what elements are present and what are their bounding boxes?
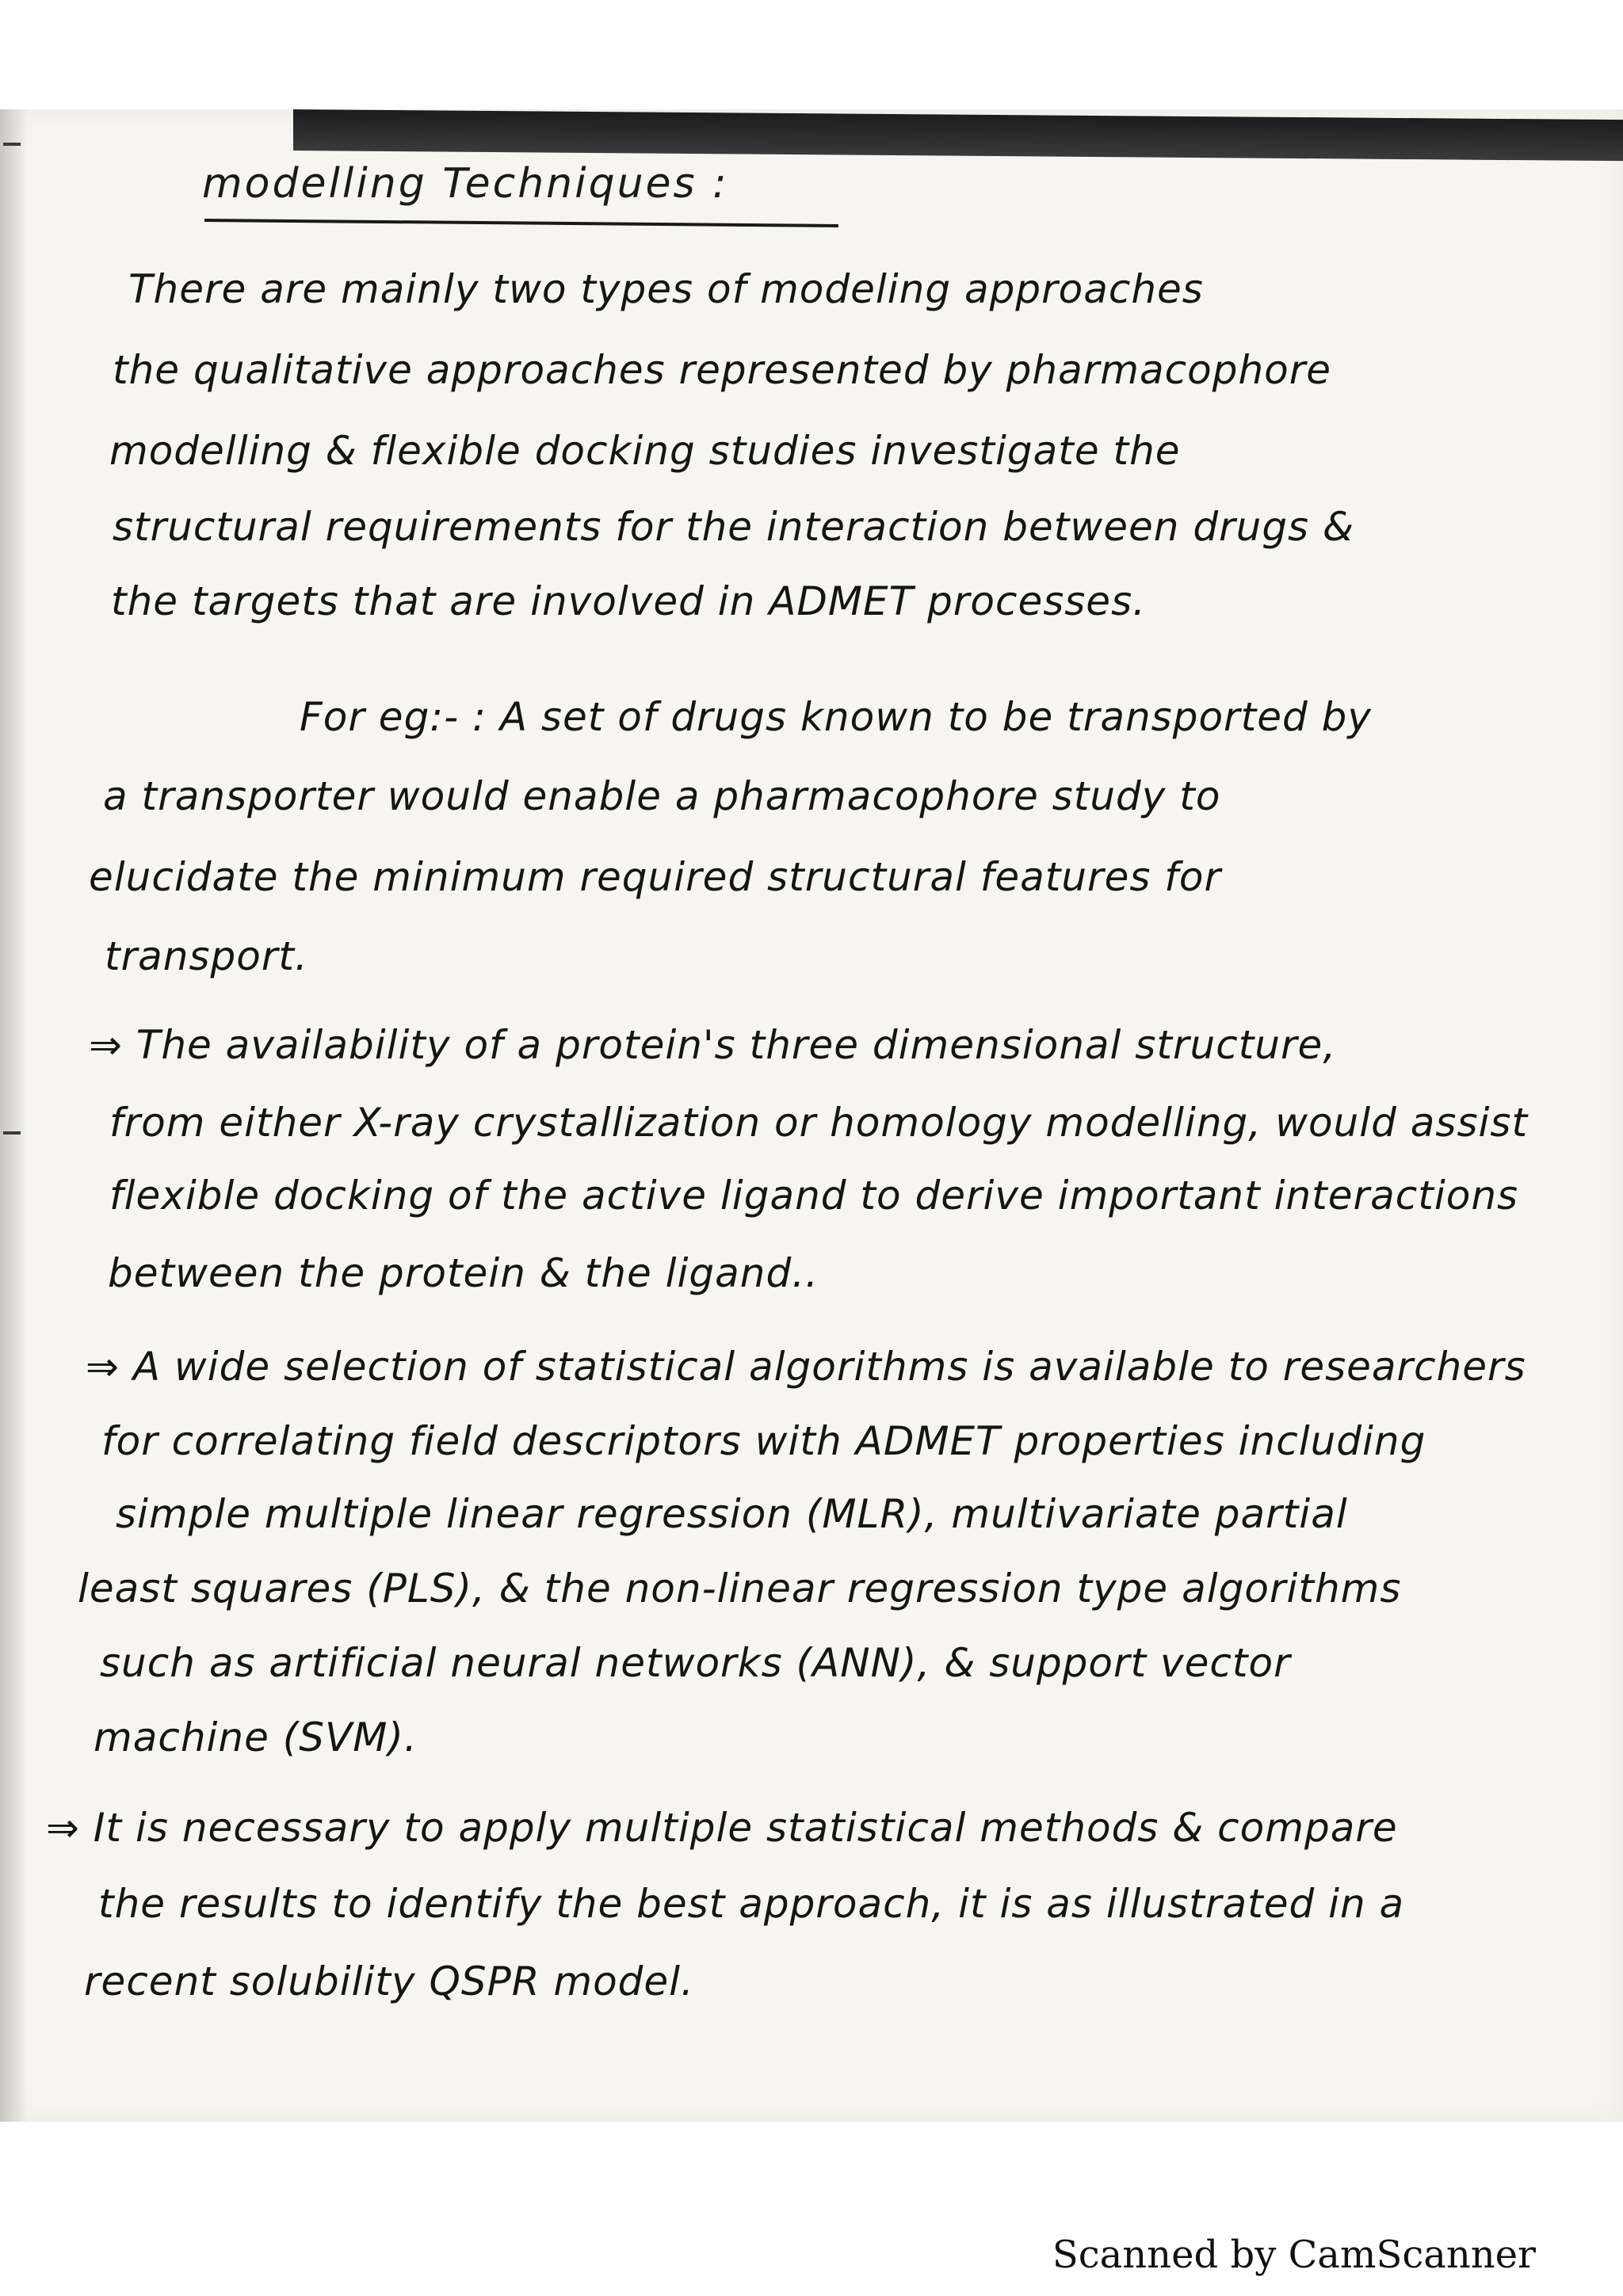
text-line: machine (SVM).: [94, 1714, 418, 1760]
binder-mark: [3, 1131, 21, 1135]
text-line: flexible docking of the active ligand to derive important interactions: [109, 1173, 1519, 1219]
text-line: between the protein & the ligand..: [108, 1250, 819, 1296]
text-line: ⇒ The availability of a protein's three dimensional structure,: [89, 1022, 1337, 1068]
text-line: for correlating field descriptors with ADMET properties including: [101, 1418, 1426, 1464]
page-heading: modelling Techniques :: [202, 160, 729, 208]
page-left-shadow: [0, 109, 29, 2122]
text-line: the results to identify the best approach, it is as illustrated in a: [98, 1881, 1405, 1927]
text-line: elucidate the minimum required structural features for: [89, 854, 1222, 900]
text-line: a transporter would enable a pharmacophore study to: [103, 773, 1221, 819]
text-line: There are mainly two types of modeling approaches: [128, 266, 1204, 312]
text-line: ⇒ It is necessary to apply multiple statistical methods & compare: [46, 1805, 1398, 1851]
text-line: ⇒ A wide selection of statistical algorithms is available to researchers: [86, 1344, 1526, 1390]
text-line: simple multiple linear regression (MLR), multivariate partial: [116, 1491, 1348, 1537]
text-line: the qualitative approaches represented by pharmacophore: [113, 347, 1332, 393]
text-line: least squares (PLS), & the non-linear regression type algorithms: [78, 1566, 1402, 1611]
text-line: transport.: [105, 933, 308, 979]
text-line: recent solubility QSPR model.: [84, 1958, 694, 2004]
text-line: such as artificial neural networks (ANN), & support vector: [100, 1640, 1291, 1686]
scanner-watermark: Scanned by CamScanner: [1052, 2233, 1536, 2277]
binder-mark: [3, 143, 21, 146]
text-line: the targets that are involved in ADMET processes.: [111, 578, 1147, 624]
scanned-notebook-page: [0, 109, 1623, 2122]
heading-underline: [204, 219, 838, 227]
page-top-shadow: [293, 109, 1623, 161]
text-line: For eg:- : A set of drugs known to be transported by: [300, 694, 1372, 740]
text-line: from either X-ray crystallization or homology modelling, would assist: [109, 1100, 1529, 1146]
text-line: structural requirements for the interaction between drugs &: [113, 504, 1354, 550]
text-line: modelling & flexible docking studies investigate the: [109, 428, 1181, 474]
